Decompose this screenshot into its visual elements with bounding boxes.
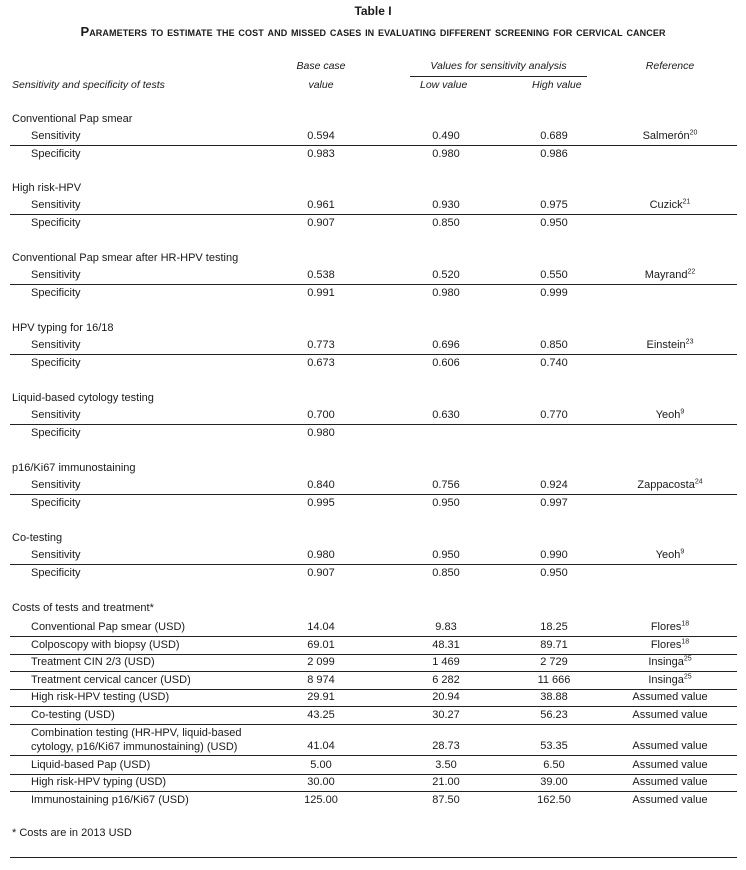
row-divider: [10, 689, 737, 690]
cost-row-label: High risk-HPV typing (USD): [31, 776, 167, 788]
high-value: 162.50: [537, 794, 571, 806]
row-divider: [10, 654, 737, 655]
base-value: 2 099: [307, 656, 335, 668]
header-low-value: Low value: [420, 79, 468, 91]
low-value: 30.27: [432, 709, 460, 721]
low-value: 28.73: [432, 740, 460, 752]
low-value: 0.696: [432, 339, 460, 351]
base-value: 0.700: [307, 409, 335, 421]
base-value: 0.594: [307, 130, 335, 142]
reference-name: Cuzick: [649, 199, 683, 211]
high-value: 0.999: [540, 287, 568, 299]
base-value: 0.961: [307, 199, 335, 211]
high-value: 53.35: [540, 740, 568, 752]
cost-row-label: Treatment CIN 2/3 (USD): [31, 656, 155, 668]
low-value: 21.00: [432, 776, 460, 788]
high-value: 0.924: [540, 479, 568, 491]
group-title: Conventional Pap smear: [12, 113, 133, 125]
reference-cell: [600, 776, 740, 788]
low-value: 0.606: [432, 357, 460, 369]
base-value: 30.00: [307, 776, 335, 788]
cost-row-label: Colposcopy with biopsy (USD): [31, 639, 180, 651]
base-value: 69.01: [307, 639, 335, 651]
base-value: 8 974: [307, 674, 335, 686]
reference-citation: 9: [680, 408, 685, 416]
reference-cell: [600, 639, 740, 651]
high-value: 38.88: [540, 691, 568, 703]
reference-name: Assumed value: [632, 776, 708, 788]
reference-name: Insinga: [648, 656, 684, 668]
reference-cell: [600, 269, 740, 281]
cost-row-label: Treatment cervical cancer (USD): [31, 674, 191, 686]
header-base-case: Base case: [296, 60, 346, 72]
row-divider: [10, 724, 737, 725]
reference-name: Insinga: [648, 674, 684, 686]
cost-row-label: Co-testing (USD): [31, 709, 115, 721]
reference-cell: [600, 759, 740, 771]
base-value: 5.00: [310, 759, 332, 771]
reference-name: Yeoh: [655, 549, 681, 561]
reference-name: Assumed value: [632, 691, 708, 703]
bottom-rule: [10, 857, 737, 858]
reference-citation: 18: [681, 620, 690, 628]
low-value: 6 282: [432, 674, 460, 686]
group-title: High risk-HPV: [12, 182, 82, 194]
low-value: 0.980: [432, 287, 460, 299]
row-label: Specificity: [31, 287, 81, 299]
low-value: 0.850: [432, 217, 460, 229]
reference-name: Zappacosta: [637, 479, 695, 491]
group-title: Co-testing: [12, 532, 63, 544]
reference-name: Assumed value: [632, 709, 708, 721]
base-value: 0.773: [307, 339, 335, 351]
reference-citation: 20: [689, 129, 698, 137]
reference-citation: 22: [687, 268, 696, 276]
row-divider: [10, 636, 737, 637]
header-base-case-value: value: [308, 79, 334, 91]
base-value: 0.538: [307, 269, 335, 281]
costs-title: Costs of tests and treatment*: [12, 602, 154, 614]
reference-citation: 25: [683, 655, 692, 663]
base-value: 29.91: [307, 691, 335, 703]
reference-cell: [600, 740, 740, 752]
high-value: 0.950: [540, 217, 568, 229]
row-divider: [10, 755, 737, 756]
row-divider: [10, 564, 737, 565]
base-value: 0.980: [307, 549, 335, 561]
low-value: 87.50: [432, 794, 460, 806]
reference-cell: [600, 409, 740, 421]
low-value: 1 469: [432, 656, 460, 668]
low-value: 0.930: [432, 199, 460, 211]
footnote: * Costs are in 2013 USD: [12, 827, 132, 839]
base-value: 0.983: [307, 148, 335, 160]
reference-name: Assumed value: [632, 740, 708, 752]
base-value: 0.995: [307, 497, 335, 509]
row-divider: [10, 284, 737, 285]
cost-row-label: Combination testing (HR-HPV, liquid-based cytology, p16/Ki67 immunostaining) (USD): [31, 727, 242, 753]
row-label: Sensitivity: [31, 549, 81, 561]
high-value: 0.990: [540, 549, 568, 561]
reference-cell: [600, 794, 740, 806]
high-value: 11 666: [537, 674, 571, 686]
low-value: 0.950: [432, 497, 460, 509]
row-divider: [10, 145, 737, 146]
low-value: 0.980: [432, 148, 460, 160]
low-value: 0.520: [432, 269, 460, 281]
reference-citation: 24: [694, 478, 703, 486]
reference-citation: 21: [682, 198, 691, 206]
row-label: Sensitivity: [31, 409, 81, 421]
row-label: Specificity: [31, 497, 81, 509]
reference-name: Flores: [650, 639, 682, 651]
reference-name: Mayrand: [644, 269, 688, 281]
reference-name: Flores: [650, 621, 682, 633]
high-value: 0.740: [540, 357, 568, 369]
row-label: Sensitivity: [31, 130, 81, 142]
reference-name: Salmerón: [642, 130, 690, 142]
high-value: 39.00: [540, 776, 568, 788]
high-value: 0.770: [540, 409, 568, 421]
table-label: Table I: [354, 4, 392, 18]
reference-citation: 23: [685, 338, 694, 346]
reference-cell: [600, 709, 740, 721]
low-value: 3.50: [435, 759, 457, 771]
low-value: 0.756: [432, 479, 460, 491]
base-value: 0.991: [307, 287, 335, 299]
cost-row-label: High risk-HPV testing (USD): [31, 691, 170, 703]
row-divider: [10, 214, 737, 215]
reference-cell: [600, 549, 740, 561]
base-value: 14.04: [307, 621, 335, 633]
high-value: 0.550: [540, 269, 568, 281]
high-value: 89.71: [540, 639, 568, 651]
row-label: Specificity: [31, 357, 81, 369]
high-value: 0.850: [540, 339, 568, 351]
row-label: Sensitivity: [31, 339, 81, 351]
high-value: 2 729: [540, 656, 568, 668]
group-title: HPV typing for 16/18: [12, 322, 114, 334]
reference-name: Assumed value: [632, 759, 708, 771]
reference-cell: [600, 199, 740, 211]
reference-cell: [600, 479, 740, 491]
reference-cell: [600, 674, 740, 686]
row-label: Specificity: [31, 217, 81, 229]
header-reference: Reference: [645, 60, 695, 72]
reference-cell: [600, 621, 740, 633]
base-value: 0.673: [307, 357, 335, 369]
reference-name: Einstein: [646, 339, 686, 351]
row-label: Sensitivity: [31, 269, 81, 281]
high-value: 0.950: [540, 567, 568, 579]
high-value: 18.25: [540, 621, 568, 633]
base-value: 43.25: [307, 709, 335, 721]
high-value: 56.23: [540, 709, 568, 721]
high-value: 6.50: [543, 759, 565, 771]
high-value: 0.986: [540, 148, 568, 160]
base-value: 0.907: [307, 217, 335, 229]
row-label: Specificity: [31, 567, 81, 579]
low-value: 20.94: [432, 691, 460, 703]
row-divider: [10, 791, 737, 792]
row-label: Sensitivity: [31, 199, 81, 211]
base-value: 0.840: [307, 479, 335, 491]
base-value: 0.907: [307, 567, 335, 579]
reference-citation: 9: [680, 548, 685, 556]
reference-cell: [600, 130, 740, 142]
low-value: 9.83: [435, 621, 457, 633]
reference-cell: [600, 656, 740, 668]
group-title: p16/Ki67 immunostaining: [12, 462, 136, 474]
cost-row-label: Conventional Pap smear (USD): [31, 621, 186, 633]
header-group-rule: [410, 76, 587, 77]
base-value: 0.980: [307, 427, 335, 439]
row-divider: [10, 774, 737, 775]
header-high-value: High value: [532, 79, 582, 91]
reference-cell: [600, 691, 740, 703]
high-value: 0.975: [540, 199, 568, 211]
header-sensitivity-analysis: Values for sensitivity analysis: [430, 60, 567, 72]
high-value: 0.997: [540, 497, 568, 509]
group-title: Conventional Pap smear after HR-HPV testing: [12, 252, 239, 264]
cost-row-label: Liquid-based Pap (USD): [31, 759, 151, 771]
row-divider: [10, 424, 737, 425]
base-value: 125.00: [304, 794, 338, 806]
reference-citation: 18: [681, 638, 690, 646]
row-divider: [10, 494, 737, 495]
row-label: Sensitivity: [31, 479, 81, 491]
reference-cell: [600, 339, 740, 351]
low-value: 0.490: [432, 130, 460, 142]
row-divider: [10, 706, 737, 707]
reference-name: Yeoh: [655, 409, 681, 421]
row-label: Specificity: [31, 148, 81, 160]
group-title: Liquid-based cytology testing: [12, 392, 154, 404]
reference-name: Assumed value: [632, 794, 708, 806]
reference-citation: 25: [683, 673, 692, 681]
low-value: 48.31: [432, 639, 460, 651]
row-divider: [10, 671, 737, 672]
row-divider: [10, 354, 737, 355]
cost-row-label: Immunostaining p16/Ki67 (USD): [31, 794, 189, 806]
low-value: 0.950: [432, 549, 460, 561]
low-value: 0.630: [432, 409, 460, 421]
header-row-label: Sensitivity and specificity of tests: [12, 79, 165, 91]
base-value: 41.04: [307, 740, 335, 752]
low-value: 0.850: [432, 567, 460, 579]
high-value: 0.689: [540, 130, 568, 142]
row-label: Specificity: [31, 427, 81, 439]
table-title: Parameters to estimate the cost and missed cases in evaluating different screening for cervical cancer: [80, 24, 666, 39]
